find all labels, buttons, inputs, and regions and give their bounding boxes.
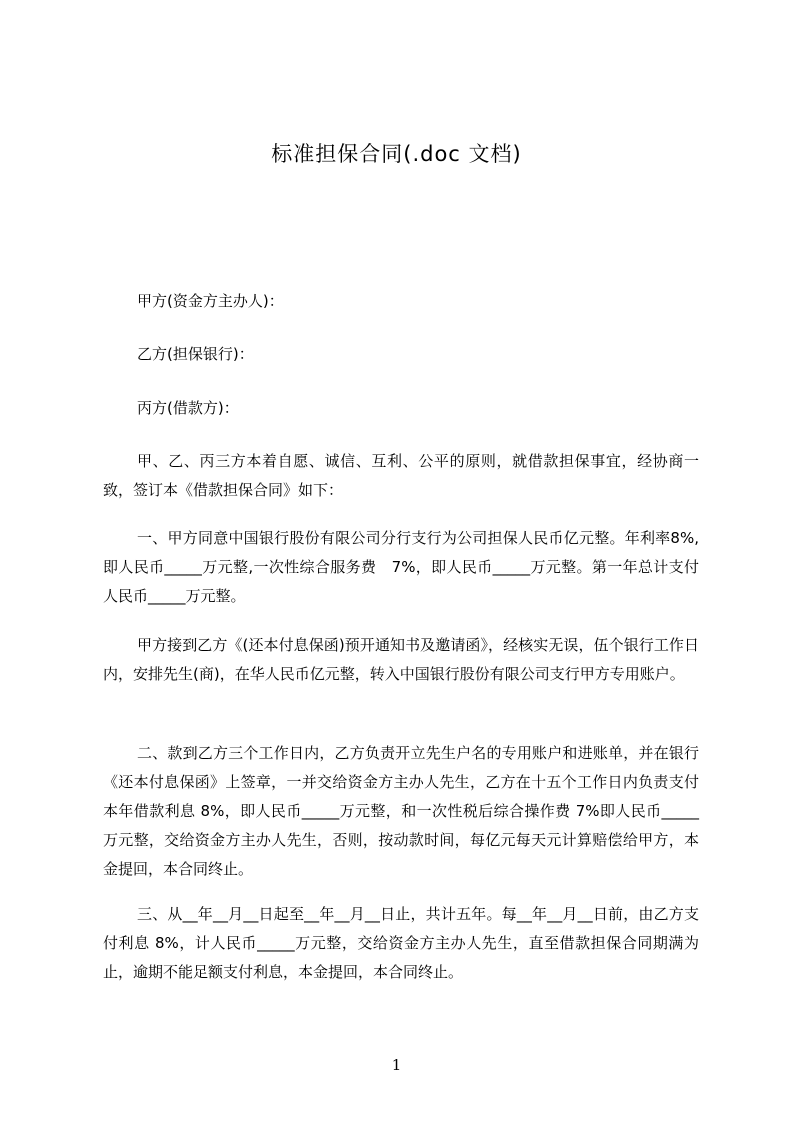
clause-1-paragraph: 一、甲方同意中国银行股份有限公司分行支行为公司担保人民币亿元整。年利率8%,即人民币_____万元整,一次性综合服务费 7%，即人民币_____万元整。第一年总计支付人民币_____万元整。 xyxy=(103,529,699,605)
party-c-line: 丙方(借款方)： xyxy=(137,399,239,417)
page-number: 1 xyxy=(391,1056,402,1074)
clause-2-paragraph: 二、款到乙方三个工作日内，乙方负责开立先生户名的专用账户和进账单，并在银行《还本付息保函》上签章，一并交给资金方主办人先生，乙方在十五个工作日内负责支付本年借款利息 8%，即人民币_____万元整，和一次性税后综合操作费 7%即人民币_____万元整，交给资金方主办人先生，否则，按动款时间，每亿元每天元计算赔偿给甲方，本金提回，本合同终止。 xyxy=(103,744,699,878)
preamble-paragraph: 甲、乙、丙三方本着自愿、诚信、互利、公平的原则，就借款担保事宜，经协商一致，签订本《借款担保合同》如下： xyxy=(103,452,699,499)
party-a-line: 甲方(资金方主办人)： xyxy=(137,292,284,310)
clause-3-paragraph: 三、从__年__月__日起至__年__月__日止，共计五年。每__年__月__日前，由乙方支付利息 8%，计人民币_____万元整，交给资金方主办人先生，直至借款担保合同期满为止，逾期不能足额支付利息，本金提回，本合同终止。 xyxy=(103,905,699,981)
party-b-line: 乙方(担保银行)： xyxy=(137,345,254,363)
clause-1-followup-paragraph: 甲方接到乙方《(还本付息保函)预开通知书及邀请函》，经核实无误，伍个银行工作日内，安排先生(商)，在华人民币亿元整，转入中国银行股份有限公司支行甲方专用账户。 xyxy=(103,636,699,683)
document-title: 标准担保合同(.doc 文档) xyxy=(271,142,522,166)
